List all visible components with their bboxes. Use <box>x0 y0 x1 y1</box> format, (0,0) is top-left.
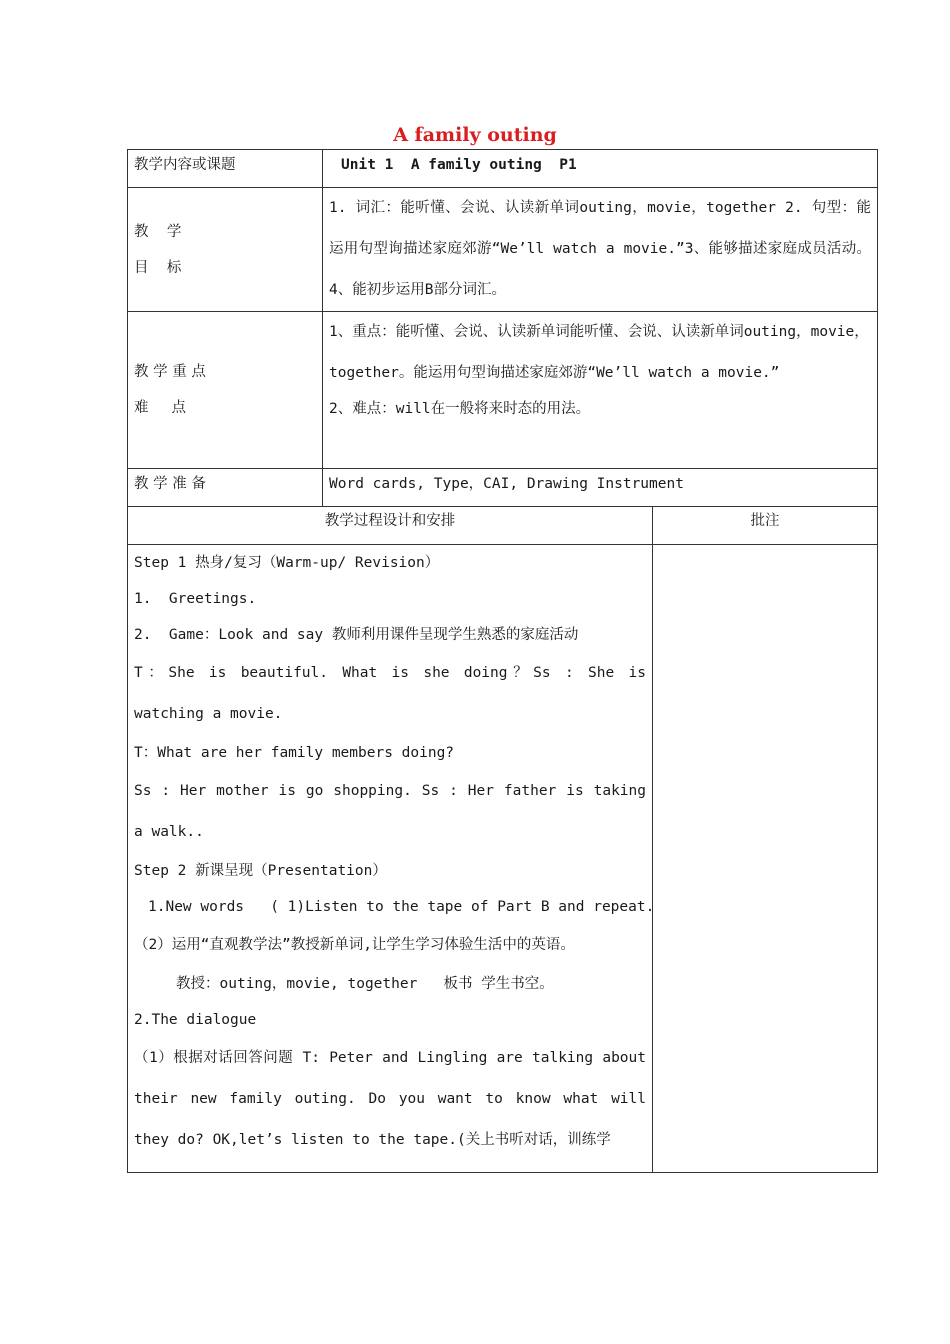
document-title: A family outing <box>393 124 557 146</box>
step1-t1: T：She is beautiful. What is she doing？Ss : She is watching a movie. <box>134 665 646 722</box>
focus-line1: 1、重点：能听懂、会说、认读新单词能听懂、会说、认读新单词outing，movie，together。能运用句型询描述家庭郊游“We’ll watch a movie.” <box>329 324 869 381</box>
focus-row <box>128 312 878 469</box>
topic-value-text: Unit 1 A family outing P1 <box>341 157 577 173</box>
process-header-left: 教学过程设计和安排 <box>128 507 653 545</box>
process-body-row <box>128 545 878 1173</box>
step2-title: Step 2 新课呈现（Presentation） <box>134 863 387 879</box>
prep-value: Word cards, Type，CAI, Drawing Instrument <box>323 469 878 507</box>
step1-item1: 1. Greetings. <box>134 591 257 607</box>
step2-item2: 2.The dialogue <box>134 1012 257 1028</box>
objectives-label-line1: 教 学 <box>134 223 182 240</box>
process-body <box>128 545 653 1173</box>
process-header-row <box>128 507 878 545</box>
annotation-column <box>653 545 878 1173</box>
prep-label: 教 学 准 备 <box>128 469 323 507</box>
topic-label: 教学内容或课题 <box>128 150 323 188</box>
step1-t2: T：What are her family members doing? <box>134 745 455 761</box>
objectives-row <box>128 188 878 312</box>
focus-line2: 2、难点：will在一般将来时态的用法。 <box>329 401 591 417</box>
step1-t3: Ss : Her mother is go shopping. Ss : Her father is taking a walk.. <box>134 783 646 840</box>
focus-label <box>128 312 323 469</box>
step1-title: Step 1 热身/复习（Warm-up/ Revision） <box>134 555 440 571</box>
topic-value <box>323 150 878 188</box>
step1-item2: 2. Game：Look and say 教师利用课件呈现学生熟悉的家庭活动 <box>134 627 579 643</box>
process-header-right: 批注 <box>653 507 878 545</box>
step2-item1: 1.New words ( 1)Listen to the tape of Part B and repeat. <box>148 899 655 915</box>
lesson-plan-table <box>127 149 878 1173</box>
prep-row <box>128 469 878 507</box>
step2-item2a: （1）根据对话回答问题 T: Peter and Lingling are talking about their new family outing. Do you want to know what will they do? OK,let’s listen to the tape.(关上书听对话，训练学 <box>134 1050 646 1148</box>
topic-row <box>128 150 878 188</box>
focus-text <box>323 312 878 469</box>
objectives-label <box>128 188 323 312</box>
step2-teach: 教授：outing，movie, together 板书 学生书空。 <box>176 976 554 992</box>
objectives-text: 1. 词汇：能听懂、会说、认读新单词outing，movie，together 2. 句型：能运用句型询描述家庭郊游“We’ll watch a movie.”3、能够描述家庭成员活动。4、能初步运用B部分词汇。 <box>323 188 878 312</box>
focus-label-line2: 难 点 <box>134 400 187 416</box>
focus-label-line1: 教 学 重 点 <box>134 364 206 380</box>
objectives-label-line2: 目 标 <box>134 259 182 276</box>
step2-item1b: （2）运用“直观教学法”教授新单词,让学生学习体验生活中的英语。 <box>134 937 575 953</box>
